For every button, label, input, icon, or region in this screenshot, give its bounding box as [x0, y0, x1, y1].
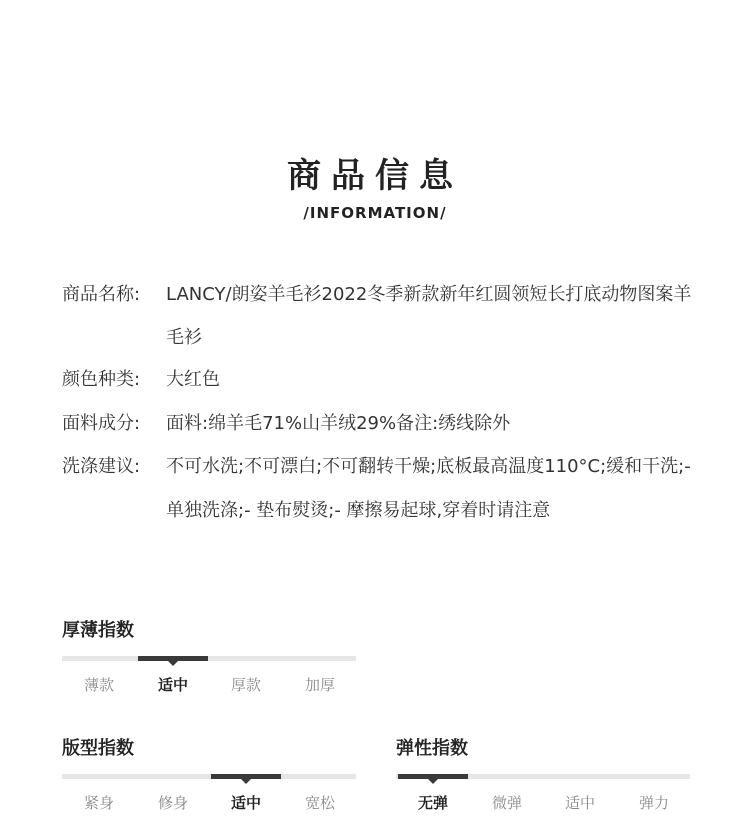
elasticity-scale-indicator [398, 774, 468, 779]
info-label-color: 颜色种类: [62, 369, 141, 390]
page-title: 商品信息 [287, 156, 463, 196]
info-label-wash: 洗涤建议: [62, 456, 141, 477]
scale-option: 紧身 [83, 794, 114, 812]
info-label-name: 商品名称: [62, 284, 141, 305]
elasticity-scale-title: 弹性指数 [396, 738, 468, 759]
elasticity-scale-bar [396, 774, 690, 779]
info-value-fabric: 面料:绵羊毛71%山羊绒29%备注:绣线除外 [166, 413, 511, 434]
thickness-scale-indicator [138, 656, 208, 661]
info-label-fabric: 面料成分: [62, 413, 141, 434]
thickness-scale-bar [62, 656, 356, 661]
scale-option: 无弹 [417, 794, 448, 812]
scale-option: 修身 [157, 794, 188, 812]
fit-scale-options [62, 792, 356, 816]
scale-option: 适中 [230, 794, 261, 812]
scale-option: 厚款 [230, 676, 261, 694]
fit-scale-title: 版型指数 [62, 738, 134, 759]
fit-scale-bar [62, 774, 356, 779]
info-value-color: 大红色 [166, 369, 220, 390]
scale-option: 宽松 [304, 794, 335, 812]
fit-scale-indicator [211, 774, 281, 779]
scale-option: 加厚 [304, 676, 335, 694]
scale-option: 薄款 [83, 676, 114, 694]
elasticity-scale-options [396, 792, 690, 816]
scale-option: 微弹 [491, 794, 522, 812]
thickness-scale-title: 厚薄指数 [62, 620, 134, 641]
scale-option: 适中 [157, 676, 188, 694]
info-value-name: LANCY/朗姿羊毛衫2022冬季新款新年红圆领短长打底动物图案羊毛衫 [166, 284, 692, 348]
scale-option: 适中 [564, 794, 595, 812]
page-subtitle: /INFORMATION/ [303, 204, 447, 222]
thickness-scale-options [62, 674, 356, 698]
scale-option: 弹力 [638, 794, 669, 812]
info-value-wash: 不可水洗;不可漂白;不可翻转干燥;底板最高温度110°C;缓和干洗;- 单独洗涤;- 垫布熨烫;- 摩擦易起球,穿着时请注意 [166, 456, 691, 521]
